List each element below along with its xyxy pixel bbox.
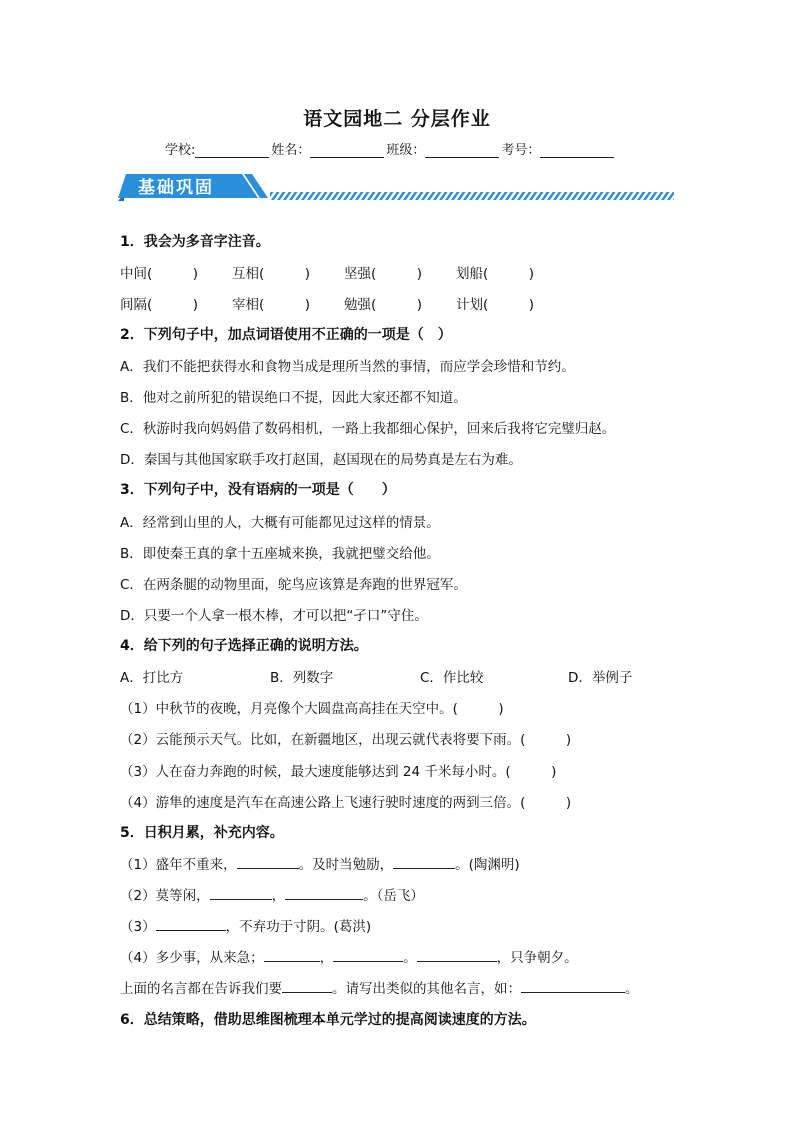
q5-line-2 (120, 884, 424, 904)
class-label: 班级： (386, 143, 426, 158)
question-4: 4．给下列的句子选择正确的说明方法。 (120, 638, 368, 654)
q4-item[interactable]: （2）云能预示天气。比如，在新疆地区，出现云就代表将要下雨。( ) (120, 732, 572, 748)
q5-summary-text-c: 。 (625, 981, 639, 997)
q1-item[interactable]: 宰相( ) (232, 297, 311, 313)
q4-option: C．作比较 (420, 670, 484, 686)
q5-2-text-a: （2）莫等闲， (120, 888, 210, 904)
q4-item[interactable]: （1）中秋节的夜晚，月亮像个大圆盘高高挂在天空中。( ) (120, 701, 504, 717)
question-6: 6．总结策略，借助思维图梳理本单元学过的提高阅读速度的方法。 (120, 1012, 536, 1028)
q1-item[interactable]: 互相( ) (232, 266, 311, 282)
school-label: 学校: (165, 143, 196, 158)
q5-4-text-d: ，只争朝夕。 (496, 950, 578, 966)
answer-blank[interactable] (417, 949, 497, 962)
q1-item[interactable]: 计划( ) (456, 297, 535, 313)
q2-option-b[interactable]: B．他对之前所犯的错误绝口不提，因此大家还都不知道。 (120, 390, 467, 406)
banner-hatch-line (270, 192, 674, 200)
banner-label: 基础巩固 (138, 178, 214, 198)
q5-summary (120, 977, 639, 997)
q5-3-text-b: ，不弃功于寸阴。(葛洪) (225, 919, 372, 935)
q5-line-1 (120, 853, 520, 873)
question-1: 1．我会为多音字注音。 (120, 234, 270, 250)
page-title: 语文园地二 分层作业 (303, 108, 491, 130)
q4-option: D．举例子 (568, 670, 633, 686)
q4-item[interactable]: （4）游隼的速度是汽车在高速公路上飞速行驶时速度的两到三倍。( ) (120, 795, 572, 811)
section-banner (118, 170, 678, 204)
student-info-row (165, 139, 616, 158)
answer-blank[interactable] (285, 887, 363, 900)
q5-3-text-a: （3） (120, 919, 156, 935)
exam-no-blank[interactable] (540, 143, 614, 158)
exam-no-label: 考号： (501, 143, 541, 158)
answer-blank[interactable] (393, 856, 455, 869)
q5-line-4 (120, 946, 578, 966)
q5-4-text-b: ， (319, 950, 334, 966)
answer-blank[interactable] (264, 949, 320, 962)
q5-1-text-b: 。及时当勉励， (298, 857, 394, 873)
q2-option-d[interactable]: D．秦国与其他国家联手攻打赵国，赵国现在的局势真是左右为难。 (120, 452, 522, 468)
name-label: 姓名： (271, 143, 311, 158)
answer-blank[interactable] (237, 856, 299, 869)
q5-summary-text-b: 。请写出类似的其他名言，如： (332, 981, 521, 997)
q3-option-d[interactable]: D．只要一个人拿一根木棒，才可以把“孑口”守住。 (120, 608, 428, 624)
q5-line-3 (120, 915, 371, 935)
q1-item[interactable]: 划船( ) (456, 266, 535, 282)
answer-blank[interactable] (210, 887, 272, 900)
q3-option-c[interactable]: C．在两条腿的动物里面，鸵鸟应该算是奔跑的世界冠军。 (120, 577, 467, 593)
q5-1-text-a: （1）盛年不重来， (120, 857, 237, 873)
q5-1-text-c: 。(陶渊明) (455, 857, 520, 873)
answer-blank[interactable] (333, 949, 403, 962)
q1-item[interactable]: 中间( ) (120, 266, 199, 282)
class-blank[interactable] (425, 143, 499, 158)
q4-option: B．列数字 (270, 670, 334, 686)
question-2: 2．下列句子中，加点词语使用不正确的一项是（ ） (120, 327, 452, 343)
q5-2-text-b: ， (271, 888, 286, 904)
q2-option-c[interactable]: C．秋游时我向妈妈借了数码相机，一路上我都细心保护，回来后我将它完璧归赵。 (120, 421, 616, 437)
answer-blank[interactable] (521, 980, 625, 993)
name-blank[interactable] (310, 143, 384, 158)
answer-blank[interactable] (156, 918, 226, 931)
q3-option-b[interactable]: B．即使秦王真的拿十五座城来换，我就把璧交给他。 (120, 546, 440, 562)
q2-option-a[interactable]: A．我们不能把获得水和食物当成是理所当然的事情，而应学会珍惜和节约。 (120, 359, 575, 375)
q5-4-text-a: （4）多少事，从来急； (120, 950, 264, 966)
q1-item[interactable]: 坚强( ) (344, 266, 423, 282)
q5-4-text-c: 。 (403, 950, 417, 966)
q5-2-text-c: 。（岳飞） (363, 888, 424, 904)
q1-item[interactable]: 间隔( ) (120, 297, 199, 313)
q3-option-a[interactable]: A．经常到山里的人，大概有可能都见过这样的情景。 (120, 515, 440, 531)
school-blank[interactable] (195, 143, 269, 158)
question-3: 3．下列句子中，没有语病的一项是（ ） (120, 482, 396, 498)
answer-blank[interactable] (282, 980, 332, 993)
question-5: 5．日积月累，补充内容。 (120, 825, 284, 841)
q5-summary-text-a: 上面的名言都在告诉我们要 (120, 981, 282, 997)
q1-item[interactable]: 勉强( ) (344, 297, 423, 313)
q4-option: A．打比方 (120, 670, 184, 686)
q4-item[interactable]: （3）人在奋力奔跑的时候，最大速度能够达到 24 千米每小时。( ) (120, 764, 557, 780)
